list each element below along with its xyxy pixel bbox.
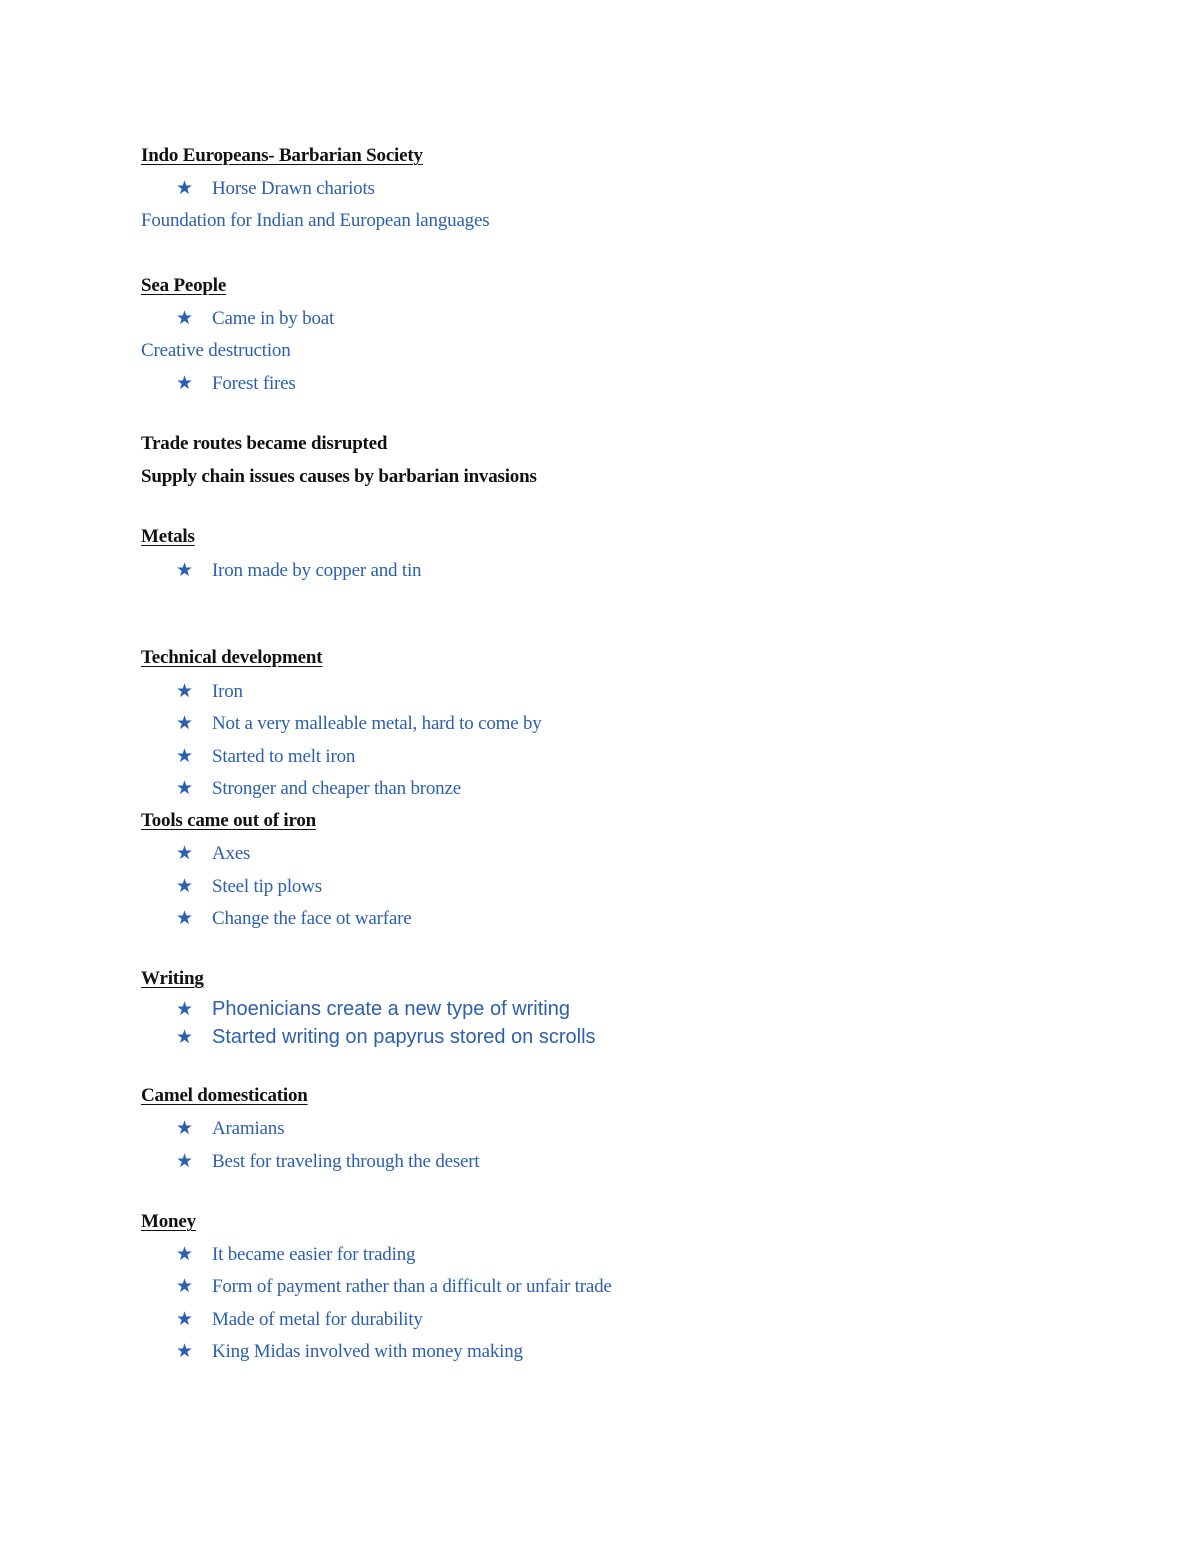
section-heading-technical-development: Technical development [141,647,323,668]
star-icon: ★ [176,307,193,329]
section-heading-money: Money [141,1211,196,1232]
star-icon: ★ [176,1243,193,1265]
star-icon: ★ [176,1026,194,1048]
list-item-text: Form of payment rather than a difficult or unfair trade [212,1276,612,1297]
list-item [176,1274,612,1299]
list-item-text: Came in by boat [212,308,335,329]
list-item [176,1242,415,1267]
list-item-text: Horse Drawn chariots [212,178,375,199]
star-icon: ★ [176,745,193,767]
list-item [176,1025,596,1049]
list-item-text: Best for traveling through the desert [212,1151,480,1172]
list-item [176,679,243,704]
list-item-text: Phoenicians create a new type of writing [212,998,570,1020]
note-text: Creative destruction [141,340,291,361]
star-icon: ★ [176,559,193,581]
star-icon: ★ [176,1150,193,1172]
star-icon: ★ [176,372,193,394]
star-icon: ★ [176,1275,193,1297]
list-item [176,841,250,866]
section-heading-metals: Metals [141,526,195,547]
star-icon: ★ [176,712,193,734]
star-icon: ★ [176,1117,193,1139]
star-icon: ★ [176,777,193,799]
list-item [176,1149,480,1174]
section-heading-indo-europeans: Indo Europeans- Barbarian Society [141,145,423,166]
trade-statement: Trade routes became disrupted [141,433,388,454]
list-item-text: Iron made by copper and tin [212,560,422,581]
list-item [176,874,322,899]
section-heading-sea-people: Sea People [141,275,227,296]
list-item-text: Forest fires [212,373,296,394]
list-item-text: Iron [212,681,243,702]
star-icon: ★ [176,842,193,864]
star-icon: ★ [176,1340,193,1362]
list-item-text: Axes [212,843,251,864]
list-item-text: It became easier for trading [212,1244,416,1265]
star-icon: ★ [176,1308,193,1330]
list-item [176,1307,423,1332]
list-item [176,997,570,1021]
list-item [176,176,375,201]
list-item-text: Stronger and cheaper than bronze [212,778,461,799]
list-item [176,371,296,396]
list-item-text: Not a very malleable metal, hard to come by [212,713,542,734]
list-item-text: Made of metal for durability [212,1309,423,1330]
list-item-text: Aramians [212,1118,285,1139]
list-item [176,744,355,769]
list-item [176,1116,284,1141]
list-item [176,1339,523,1364]
list-item-text: King Midas involved with money making [212,1341,523,1362]
list-item-text: Steel tip plows [212,876,322,897]
note-text: Foundation for Indian and European languages [141,210,490,231]
trade-statement: Supply chain issues causes by barbarian invasions [141,466,537,487]
star-icon: ★ [176,177,193,199]
list-item [176,711,542,736]
list-item [176,306,334,331]
section-heading-camel-domestication: Camel domestication [141,1085,308,1106]
list-item-text: Change the face ot warfare [212,908,412,929]
list-item-text: Started writing on papyrus stored on scrolls [212,1026,596,1048]
star-icon: ★ [176,875,193,897]
list-item-text: Started to melt iron [212,746,356,767]
star-icon: ★ [176,907,193,929]
list-item [176,776,461,801]
list-item [176,558,421,583]
star-icon: ★ [176,998,194,1020]
section-heading-tools: Tools came out of iron [141,810,317,831]
section-heading-writing: Writing [141,968,204,989]
list-item [176,906,411,931]
star-icon: ★ [176,680,193,702]
